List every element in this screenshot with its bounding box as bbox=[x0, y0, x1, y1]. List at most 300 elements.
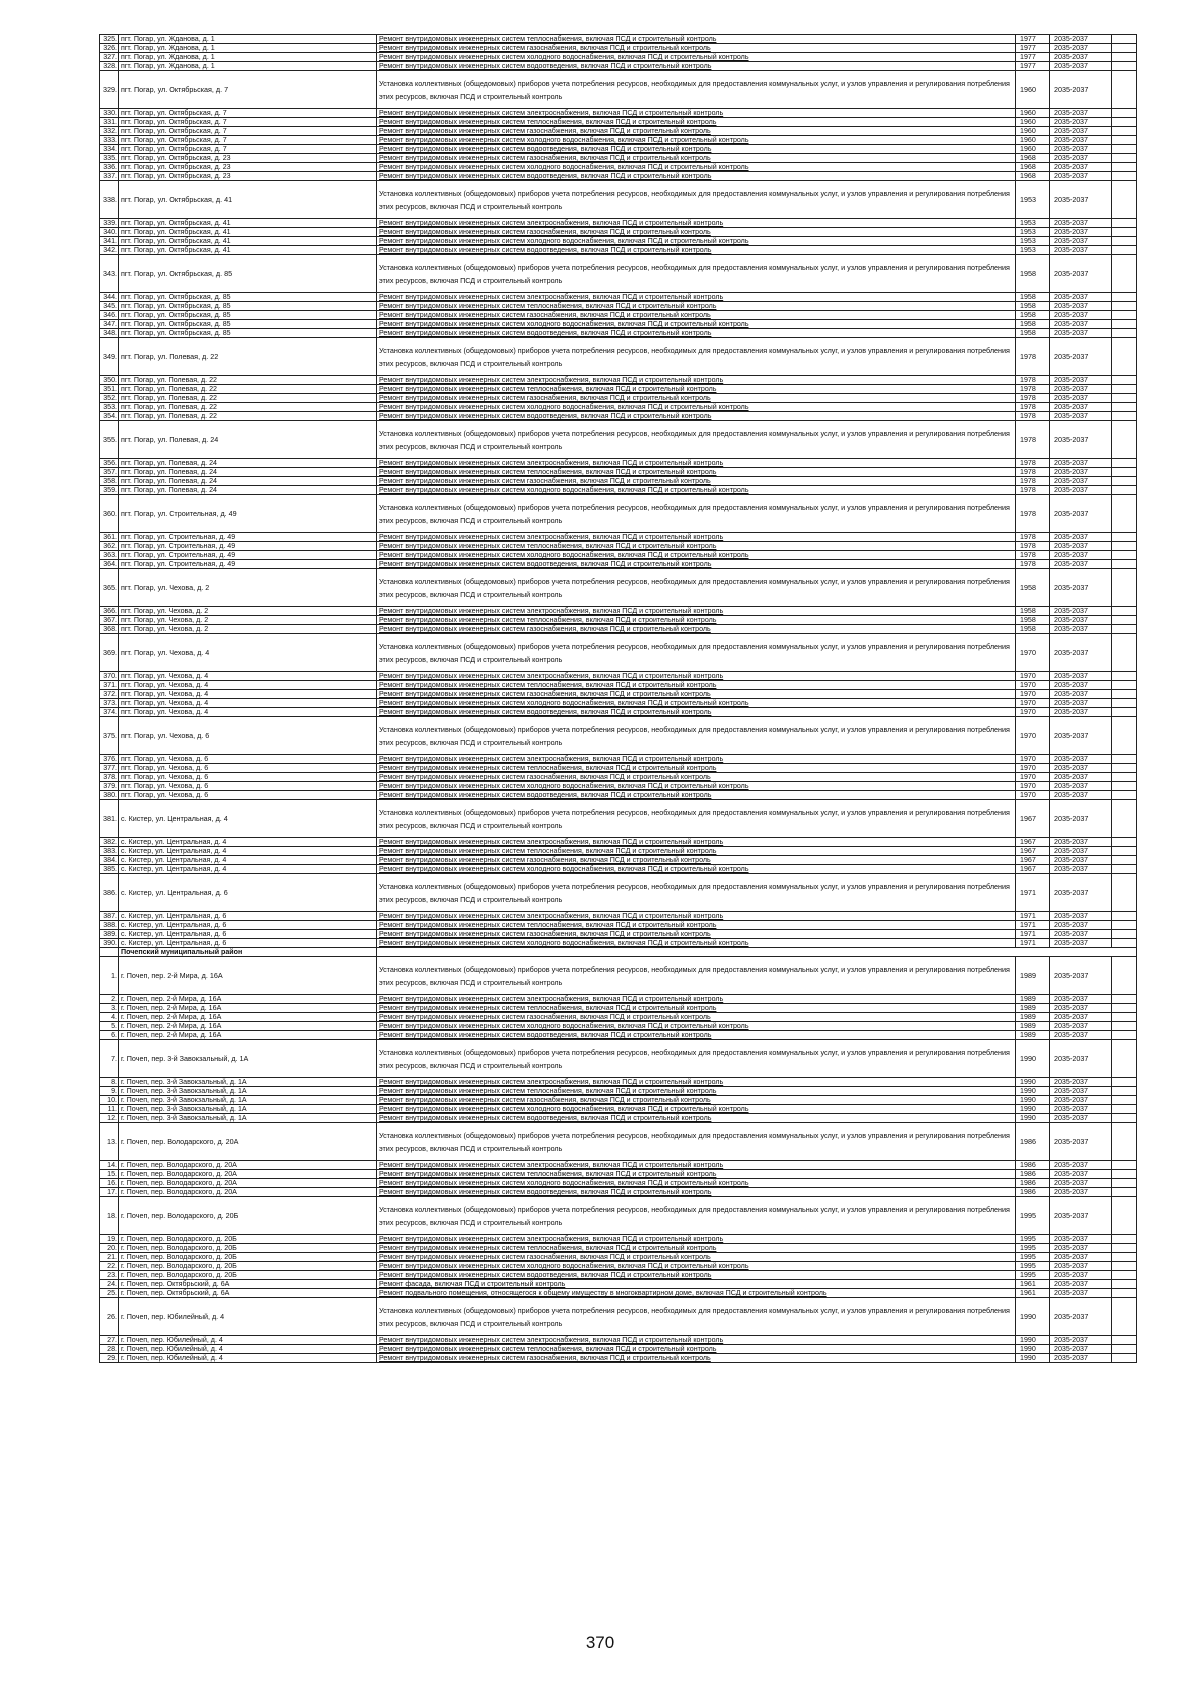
row-number: 371. bbox=[100, 681, 119, 690]
empty-cell bbox=[1112, 172, 1137, 181]
address-cell: пгт. Погар, ул. Чехова, д. 6 bbox=[119, 773, 377, 782]
year-built-cell: 1977 bbox=[1016, 35, 1050, 44]
row-number: 345. bbox=[100, 302, 119, 311]
work-type-cell: Установка коллективных (общедомовых) приборов учета потребления ресурсов, необходимых для предоставления коммунальных услуг, и узлов управления и регулирования потребления этих ресурсов, включая ПСД и строительный контроль bbox=[377, 717, 1016, 755]
year-built-cell: 1986 bbox=[1016, 1161, 1050, 1170]
year-built-cell: 1995 bbox=[1016, 1197, 1050, 1235]
table-row bbox=[100, 1105, 1137, 1114]
address-cell: пгт. Погар, ул. Полевая, д. 24 bbox=[119, 468, 377, 477]
row-number: 382. bbox=[100, 838, 119, 847]
row-number: 374. bbox=[100, 708, 119, 717]
table-row bbox=[100, 71, 1137, 109]
row-number: 335. bbox=[100, 154, 119, 163]
year-built-cell: 1958 bbox=[1016, 293, 1050, 302]
address-cell: г. Почеп, пер. Юбилейный, д. 4 bbox=[119, 1336, 377, 1345]
empty-cell bbox=[1112, 764, 1137, 773]
table-row bbox=[100, 136, 1137, 145]
row-number: 375. bbox=[100, 717, 119, 755]
period-cell: 2035-2037 bbox=[1050, 320, 1112, 329]
period-cell: 2035-2037 bbox=[1050, 1013, 1112, 1022]
empty-cell bbox=[1112, 542, 1137, 551]
address-cell: пгт. Погар, ул. Полевая, д. 22 bbox=[119, 412, 377, 421]
empty-cell bbox=[1112, 320, 1137, 329]
table-row bbox=[100, 607, 1137, 616]
year-built-cell: 1970 bbox=[1016, 681, 1050, 690]
work-type-cell: Ремонт внутридомовых инженерных систем водоотведения, включая ПСД и строительный контроль bbox=[377, 708, 1016, 717]
table-row bbox=[100, 782, 1137, 791]
period-cell: 2035-2037 bbox=[1050, 1345, 1112, 1354]
empty-cell bbox=[1112, 1123, 1137, 1161]
empty-cell bbox=[1112, 755, 1137, 764]
year-built-cell: 1971 bbox=[1016, 874, 1050, 912]
period-cell: 2035-2037 bbox=[1050, 865, 1112, 874]
period-cell: 2035-2037 bbox=[1050, 62, 1112, 71]
work-type-cell: Ремонт внутридомовых инженерных систем электроснабжения, включая ПСД и строительный контроль bbox=[377, 912, 1016, 921]
period-cell: 2035-2037 bbox=[1050, 385, 1112, 394]
year-built-cell: 1990 bbox=[1016, 1078, 1050, 1087]
address-cell: пгт. Погар, ул. Полевая, д. 24 bbox=[119, 421, 377, 459]
year-built-cell: 1970 bbox=[1016, 634, 1050, 672]
period-cell: 2035-2037 bbox=[1050, 53, 1112, 62]
table-row bbox=[100, 1004, 1137, 1013]
address-cell: пгт. Погар, ул. Строительная, д. 49 bbox=[119, 551, 377, 560]
table-row bbox=[100, 865, 1137, 874]
work-type-cell: Ремонт внутридомовых инженерных систем газоснабжения, включая ПСД и строительный контроль bbox=[377, 394, 1016, 403]
period-cell: 2035-2037 bbox=[1050, 560, 1112, 569]
period-cell: 2035-2037 bbox=[1050, 237, 1112, 246]
address-cell: пгт. Погар, ул. Октябрьская, д. 7 bbox=[119, 71, 377, 109]
empty-cell bbox=[1112, 699, 1137, 708]
year-built-cell: 1961 bbox=[1016, 1289, 1050, 1298]
work-type-cell: Ремонт внутридомовых инженерных систем водоотведения, включая ПСД и строительный контроль bbox=[377, 1271, 1016, 1280]
table-row bbox=[100, 1235, 1137, 1244]
table-row bbox=[100, 403, 1137, 412]
work-type-cell: Ремонт внутридомовых инженерных систем водоотведения, включая ПСД и строительный контроль bbox=[377, 560, 1016, 569]
work-type-cell: Ремонт внутридомовых инженерных систем холодного водоснабжения, включая ПСД и строительный контроль bbox=[377, 237, 1016, 246]
year-built-cell: 1967 bbox=[1016, 847, 1050, 856]
period-cell: 2035-2037 bbox=[1050, 939, 1112, 948]
section-number-cell bbox=[100, 948, 119, 957]
empty-cell bbox=[1112, 35, 1137, 44]
work-type-cell: Ремонт внутридомовых инженерных систем водоотведения, включая ПСД и строительный контроль bbox=[377, 412, 1016, 421]
year-built-cell: 1960 bbox=[1016, 136, 1050, 145]
row-number: 343. bbox=[100, 255, 119, 293]
empty-cell bbox=[1112, 551, 1137, 560]
empty-cell bbox=[1112, 1087, 1137, 1096]
row-number: 383. bbox=[100, 847, 119, 856]
work-type-cell: Ремонт внутридомовых инженерных систем электроснабжения, включая ПСД и строительный контроль bbox=[377, 293, 1016, 302]
table-row bbox=[100, 181, 1137, 219]
address-cell: пгт. Погар, ул. Полевая, д. 24 bbox=[119, 459, 377, 468]
table-row bbox=[100, 856, 1137, 865]
year-built-cell: 1978 bbox=[1016, 560, 1050, 569]
row-number: 357. bbox=[100, 468, 119, 477]
address-cell: пгт. Погар, ул. Октябрьская, д. 41 bbox=[119, 219, 377, 228]
period-cell: 2035-2037 bbox=[1050, 477, 1112, 486]
row-number: 354. bbox=[100, 412, 119, 421]
year-built-cell: 1967 bbox=[1016, 856, 1050, 865]
address-cell: пгт. Погар, ул. Жданова, д. 1 bbox=[119, 44, 377, 53]
empty-cell bbox=[1112, 1105, 1137, 1114]
period-cell: 2035-2037 bbox=[1050, 181, 1112, 219]
work-type-cell: Установка коллективных (общедомовых) приборов учета потребления ресурсов, необходимых для предоставления коммунальных услуг, и узлов управления и регулирования потребления этих ресурсов, включая ПСД и строительный контроль bbox=[377, 181, 1016, 219]
empty-cell bbox=[1112, 921, 1137, 930]
table-row bbox=[100, 921, 1137, 930]
row-number: 11. bbox=[100, 1105, 119, 1114]
table-row bbox=[100, 755, 1137, 764]
row-number: 369. bbox=[100, 634, 119, 672]
table-row bbox=[100, 1179, 1137, 1188]
year-built-cell: 1958 bbox=[1016, 607, 1050, 616]
period-cell: 2035-2037 bbox=[1050, 717, 1112, 755]
table-row bbox=[100, 791, 1137, 800]
empty-cell bbox=[1112, 1031, 1137, 1040]
row-number: 346. bbox=[100, 311, 119, 320]
period-cell: 2035-2037 bbox=[1050, 302, 1112, 311]
year-built-cell: 1990 bbox=[1016, 1298, 1050, 1336]
work-type-cell: Ремонт внутридомовых инженерных систем холодного водоснабжения, включая ПСД и строительный контроль bbox=[377, 163, 1016, 172]
year-built-cell: 1995 bbox=[1016, 1253, 1050, 1262]
year-built-cell: 1978 bbox=[1016, 376, 1050, 385]
table-row bbox=[100, 109, 1137, 118]
empty-cell bbox=[1112, 1262, 1137, 1271]
work-type-cell: Ремонт внутридомовых инженерных систем водоотведения, включая ПСД и строительный контроль bbox=[377, 172, 1016, 181]
empty-cell bbox=[1112, 800, 1137, 838]
period-cell: 2035-2037 bbox=[1050, 930, 1112, 939]
empty-cell bbox=[1112, 127, 1137, 136]
table-row bbox=[100, 459, 1137, 468]
row-number: 385. bbox=[100, 865, 119, 874]
table-row bbox=[100, 1022, 1137, 1031]
row-number: 358. bbox=[100, 477, 119, 486]
year-built-cell: 1990 bbox=[1016, 1336, 1050, 1345]
table-row bbox=[100, 127, 1137, 136]
table-row bbox=[100, 477, 1137, 486]
address-cell: г. Почеп, пер. Володарского, д. 20Б bbox=[119, 1244, 377, 1253]
address-cell: пгт. Погар, ул. Полевая, д. 24 bbox=[119, 486, 377, 495]
row-number: 3. bbox=[100, 1004, 119, 1013]
empty-cell bbox=[1112, 255, 1137, 293]
year-built-cell: 1961 bbox=[1016, 1280, 1050, 1289]
work-type-cell: Ремонт внутридомовых инженерных систем водоотведения, включая ПСД и строительный контроль bbox=[377, 1114, 1016, 1123]
year-built-cell: 1970 bbox=[1016, 773, 1050, 782]
address-cell: пгт. Погар, ул. Полевая, д. 22 bbox=[119, 338, 377, 376]
year-built-cell: 1968 bbox=[1016, 172, 1050, 181]
row-number: 17. bbox=[100, 1188, 119, 1197]
table-row bbox=[100, 957, 1137, 995]
work-type-cell: Ремонт внутридомовых инженерных систем электроснабжения, включая ПСД и строительный контроль bbox=[377, 1336, 1016, 1345]
year-built-cell: 1978 bbox=[1016, 421, 1050, 459]
year-built-cell: 1995 bbox=[1016, 1271, 1050, 1280]
work-type-cell: Ремонт внутридомовых инженерных систем водоотведения, включая ПСД и строительный контроль bbox=[377, 791, 1016, 800]
address-cell: пгт. Погар, ул. Чехова, д. 4 bbox=[119, 690, 377, 699]
table-row bbox=[100, 1280, 1137, 1289]
period-cell: 2035-2037 bbox=[1050, 255, 1112, 293]
year-built-cell: 1978 bbox=[1016, 459, 1050, 468]
year-built-cell: 1978 bbox=[1016, 412, 1050, 421]
table-row bbox=[100, 1096, 1137, 1105]
row-number: 333. bbox=[100, 136, 119, 145]
year-built-cell: 1977 bbox=[1016, 53, 1050, 62]
row-number: 390. bbox=[100, 939, 119, 948]
work-type-cell: Ремонт внутридомовых инженерных систем электроснабжения, включая ПСД и строительный контроль bbox=[377, 1161, 1016, 1170]
address-cell: г. Почеп, пер. 3-й Завокзальный, д. 1А bbox=[119, 1114, 377, 1123]
row-number: 340. bbox=[100, 228, 119, 237]
table-row bbox=[100, 35, 1137, 44]
period-cell: 2035-2037 bbox=[1050, 1105, 1112, 1114]
address-cell: г. Почеп, пер. Володарского, д. 20А bbox=[119, 1179, 377, 1188]
work-type-cell: Ремонт внутридомовых инженерных систем холодного водоснабжения, включая ПСД и строительный контроль bbox=[377, 551, 1016, 560]
row-number: 29. bbox=[100, 1354, 119, 1363]
table-row bbox=[100, 376, 1137, 385]
address-cell: пгт. Погар, ул. Строительная, д. 49 bbox=[119, 533, 377, 542]
period-cell: 2035-2037 bbox=[1050, 690, 1112, 699]
year-built-cell: 1967 bbox=[1016, 800, 1050, 838]
work-type-cell: Ремонт внутридомовых инженерных систем холодного водоснабжения, включая ПСД и строительный контроль bbox=[377, 320, 1016, 329]
period-cell: 2035-2037 bbox=[1050, 154, 1112, 163]
period-cell: 2035-2037 bbox=[1050, 764, 1112, 773]
row-number: 339. bbox=[100, 219, 119, 228]
work-type-cell: Ремонт внутридомовых инженерных систем электроснабжения, включая ПСД и строительный контроль bbox=[377, 459, 1016, 468]
row-number: 328. bbox=[100, 62, 119, 71]
empty-cell bbox=[1112, 311, 1137, 320]
work-type-cell: Ремонт внутридомовых инженерных систем теплоснабжения, включая ПСД и строительный контроль bbox=[377, 468, 1016, 477]
year-built-cell: 1958 bbox=[1016, 302, 1050, 311]
empty-cell bbox=[1112, 394, 1137, 403]
table-row bbox=[100, 912, 1137, 921]
row-number: 381. bbox=[100, 800, 119, 838]
address-cell: пгт. Погар, ул. Октябрьская, д. 7 bbox=[119, 145, 377, 154]
period-cell: 2035-2037 bbox=[1050, 1123, 1112, 1161]
address-cell: пгт. Погар, ул. Чехова, д. 2 bbox=[119, 625, 377, 634]
work-type-cell: Ремонт внутридомовых инженерных систем холодного водоснабжения, включая ПСД и строительный контроль bbox=[377, 782, 1016, 791]
period-cell: 2035-2037 bbox=[1050, 551, 1112, 560]
address-cell: с. Кистер, ул. Центральная, д. 4 bbox=[119, 856, 377, 865]
address-cell: г. Почеп, пер. Володарского, д. 20Б bbox=[119, 1262, 377, 1271]
row-number: 9. bbox=[100, 1087, 119, 1096]
year-built-cell: 1995 bbox=[1016, 1262, 1050, 1271]
empty-cell bbox=[1112, 607, 1137, 616]
period-cell: 2035-2037 bbox=[1050, 1040, 1112, 1078]
work-type-cell: Установка коллективных (общедомовых) приборов учета потребления ресурсов, необходимых для предоставления коммунальных услуг, и узлов управления и регулирования потребления этих ресурсов, включая ПСД и строительный контроль bbox=[377, 495, 1016, 533]
year-built-cell: 1953 bbox=[1016, 237, 1050, 246]
row-number: 10. bbox=[100, 1096, 119, 1105]
table-row bbox=[100, 237, 1137, 246]
period-cell: 2035-2037 bbox=[1050, 1253, 1112, 1262]
table-row bbox=[100, 320, 1137, 329]
period-cell: 2035-2037 bbox=[1050, 1114, 1112, 1123]
year-built-cell: 1960 bbox=[1016, 109, 1050, 118]
address-cell: пгт. Погар, ул. Полевая, д. 24 bbox=[119, 477, 377, 486]
row-number: 359. bbox=[100, 486, 119, 495]
address-cell: пгт. Погар, ул. Октябрьская, д. 85 bbox=[119, 302, 377, 311]
address-cell: г. Почеп, пер. Володарского, д. 20Б bbox=[119, 1197, 377, 1235]
row-number: 331. bbox=[100, 118, 119, 127]
row-number: 21. bbox=[100, 1253, 119, 1262]
period-cell: 2035-2037 bbox=[1050, 1096, 1112, 1105]
period-cell: 2035-2037 bbox=[1050, 1022, 1112, 1031]
row-number: 18. bbox=[100, 1197, 119, 1235]
work-type-cell: Ремонт подвального помещения, относящегося к общему имуществу в многоквартирном доме, включая ПСД и строительный контроль bbox=[377, 1289, 1016, 1298]
empty-cell bbox=[1112, 847, 1137, 856]
empty-cell bbox=[1112, 62, 1137, 71]
address-cell: с. Кистер, ул. Центральная, д. 4 bbox=[119, 838, 377, 847]
year-built-cell: 1958 bbox=[1016, 311, 1050, 320]
address-cell: пгт. Погар, ул. Жданова, д. 1 bbox=[119, 53, 377, 62]
row-number: 8. bbox=[100, 1078, 119, 1087]
empty-cell bbox=[1112, 957, 1137, 995]
address-cell: пгт. Погар, ул. Октябрьская, д. 7 bbox=[119, 109, 377, 118]
table-row bbox=[100, 219, 1137, 228]
year-built-cell: 1989 bbox=[1016, 1004, 1050, 1013]
address-cell: г. Почеп, пер. Володарского, д. 20Б bbox=[119, 1253, 377, 1262]
address-cell: пгт. Погар, ул. Строительная, д. 49 bbox=[119, 495, 377, 533]
year-built-cell: 1989 bbox=[1016, 995, 1050, 1004]
year-built-cell: 1990 bbox=[1016, 1105, 1050, 1114]
address-cell: пгт. Погар, ул. Чехова, д. 6 bbox=[119, 791, 377, 800]
address-cell: пгт. Погар, ул. Октябрьская, д. 85 bbox=[119, 293, 377, 302]
address-cell: пгт. Погар, ул. Чехова, д. 4 bbox=[119, 634, 377, 672]
work-type-cell: Ремонт внутридомовых инженерных систем газоснабжения, включая ПСД и строительный контроль bbox=[377, 1096, 1016, 1105]
table-row bbox=[100, 1271, 1137, 1280]
row-number: 330. bbox=[100, 109, 119, 118]
work-type-cell: Установка коллективных (общедомовых) приборов учета потребления ресурсов, необходимых для предоставления коммунальных услуг, и узлов управления и регулирования потребления этих ресурсов, включая ПСД и строительный контроль bbox=[377, 874, 1016, 912]
address-cell: пгт. Погар, ул. Жданова, д. 1 bbox=[119, 35, 377, 44]
row-number: 380. bbox=[100, 791, 119, 800]
table-row bbox=[100, 616, 1137, 625]
year-built-cell: 1970 bbox=[1016, 717, 1050, 755]
year-built-cell: 1990 bbox=[1016, 1087, 1050, 1096]
empty-cell bbox=[1112, 1170, 1137, 1179]
year-built-cell: 1958 bbox=[1016, 569, 1050, 607]
period-cell: 2035-2037 bbox=[1050, 1031, 1112, 1040]
year-built-cell: 1970 bbox=[1016, 690, 1050, 699]
period-cell: 2035-2037 bbox=[1050, 791, 1112, 800]
empty-cell bbox=[1112, 1004, 1137, 1013]
work-type-cell: Ремонт внутридомовых инженерных систем холодного водоснабжения, включая ПСД и строительный контроль bbox=[377, 1179, 1016, 1188]
empty-cell bbox=[1112, 1179, 1137, 1188]
year-built-cell: 1953 bbox=[1016, 246, 1050, 255]
period-cell: 2035-2037 bbox=[1050, 800, 1112, 838]
work-type-cell: Ремонт внутридомовых инженерных систем электроснабжения, включая ПСД и строительный контроль bbox=[377, 838, 1016, 847]
address-cell: г. Почеп, пер. Октябрьский, д. 6А bbox=[119, 1280, 377, 1289]
table-row bbox=[100, 995, 1137, 1004]
row-number: 25. bbox=[100, 1289, 119, 1298]
address-cell: пгт. Погар, ул. Октябрьская, д. 23 bbox=[119, 154, 377, 163]
table-row bbox=[100, 551, 1137, 560]
period-cell: 2035-2037 bbox=[1050, 847, 1112, 856]
year-built-cell: 1978 bbox=[1016, 394, 1050, 403]
row-number: 389. bbox=[100, 930, 119, 939]
row-number: 14. bbox=[100, 1161, 119, 1170]
work-type-cell: Ремонт внутридомовых инженерных систем водоотведения, включая ПСД и строительный контроль bbox=[377, 1188, 1016, 1197]
empty-cell bbox=[1112, 1022, 1137, 1031]
row-number: 19. bbox=[100, 1235, 119, 1244]
period-cell: 2035-2037 bbox=[1050, 329, 1112, 338]
empty-cell bbox=[1112, 560, 1137, 569]
address-cell: пгт. Погар, ул. Октябрьская, д. 23 bbox=[119, 172, 377, 181]
empty-cell bbox=[1112, 1280, 1137, 1289]
table-row bbox=[100, 468, 1137, 477]
period-cell: 2035-2037 bbox=[1050, 486, 1112, 495]
empty-cell bbox=[1112, 1013, 1137, 1022]
address-cell: пгт. Погар, ул. Чехова, д. 6 bbox=[119, 782, 377, 791]
period-cell: 2035-2037 bbox=[1050, 533, 1112, 542]
empty-cell bbox=[1112, 1114, 1137, 1123]
address-cell: с. Кистер, ул. Центральная, д. 6 bbox=[119, 874, 377, 912]
year-built-cell: 1978 bbox=[1016, 486, 1050, 495]
address-cell: с. Кистер, ул. Центральная, д. 6 bbox=[119, 921, 377, 930]
work-type-cell: Ремонт внутридомовых инженерных систем холодного водоснабжения, включая ПСД и строительный контроль bbox=[377, 939, 1016, 948]
period-cell: 2035-2037 bbox=[1050, 311, 1112, 320]
table-row bbox=[100, 302, 1137, 311]
table-row bbox=[100, 1170, 1137, 1179]
address-cell: пгт. Погар, ул. Октябрьская, д. 85 bbox=[119, 329, 377, 338]
year-built-cell: 1970 bbox=[1016, 791, 1050, 800]
row-number: 16. bbox=[100, 1179, 119, 1188]
year-built-cell: 1971 bbox=[1016, 912, 1050, 921]
address-cell: г. Почеп, пер. 3-й Завокзальный, д. 1А bbox=[119, 1040, 377, 1078]
row-number: 377. bbox=[100, 764, 119, 773]
period-cell: 2035-2037 bbox=[1050, 228, 1112, 237]
work-type-cell: Ремонт внутридомовых инженерных систем холодного водоснабжения, включая ПСД и строительный контроль bbox=[377, 865, 1016, 874]
empty-cell bbox=[1112, 163, 1137, 172]
year-built-cell: 1986 bbox=[1016, 1188, 1050, 1197]
table-row bbox=[100, 329, 1137, 338]
table-row bbox=[100, 255, 1137, 293]
row-number: 22. bbox=[100, 1262, 119, 1271]
table-row bbox=[100, 421, 1137, 459]
table-row bbox=[100, 847, 1137, 856]
row-number: 334. bbox=[100, 145, 119, 154]
table-row bbox=[100, 1244, 1137, 1253]
empty-cell bbox=[1112, 856, 1137, 865]
work-type-cell: Ремонт внутридомовых инженерных систем холодного водоснабжения, включая ПСД и строительный контроль bbox=[377, 53, 1016, 62]
period-cell: 2035-2037 bbox=[1050, 681, 1112, 690]
address-cell: пгт. Погар, ул. Чехова, д. 2 bbox=[119, 569, 377, 607]
year-built-cell: 1968 bbox=[1016, 154, 1050, 163]
work-type-cell: Установка коллективных (общедомовых) приборов учета потребления ресурсов, необходимых для предоставления коммунальных услуг, и узлов управления и регулирования потребления этих ресурсов, включая ПСД и строительный контроль bbox=[377, 1123, 1016, 1161]
empty-cell bbox=[1112, 1289, 1137, 1298]
period-cell: 2035-2037 bbox=[1050, 1271, 1112, 1280]
work-type-cell: Ремонт внутридомовых инженерных систем газоснабжения, включая ПСД и строительный контроль bbox=[377, 127, 1016, 136]
table-row bbox=[100, 1188, 1137, 1197]
period-cell: 2035-2037 bbox=[1050, 856, 1112, 865]
work-type-cell: Установка коллективных (общедомовых) приборов учета потребления ресурсов, необходимых для предоставления коммунальных услуг, и узлов управления и регулирования потребления этих ресурсов, включая ПСД и строительный контроль bbox=[377, 1298, 1016, 1336]
row-number: 5. bbox=[100, 1022, 119, 1031]
address-cell: г. Почеп, пер. 2-й Мира, д. 16А bbox=[119, 995, 377, 1004]
row-number: 363. bbox=[100, 551, 119, 560]
table-row bbox=[100, 773, 1137, 782]
address-cell: пгт. Погар, ул. Чехова, д. 4 bbox=[119, 681, 377, 690]
year-built-cell: 1977 bbox=[1016, 62, 1050, 71]
empty-cell bbox=[1112, 495, 1137, 533]
table-row bbox=[100, 486, 1137, 495]
work-type-cell: Ремонт внутридомовых инженерных систем теплоснабжения, включая ПСД и строительный контроль bbox=[377, 681, 1016, 690]
address-cell: г. Почеп, пер. Володарского, д. 20А bbox=[119, 1161, 377, 1170]
period-cell: 2035-2037 bbox=[1050, 995, 1112, 1004]
address-cell: пгт. Погар, ул. Строительная, д. 49 bbox=[119, 542, 377, 551]
row-number: 361. bbox=[100, 533, 119, 542]
row-number: 23. bbox=[100, 1271, 119, 1280]
row-number: 7. bbox=[100, 1040, 119, 1078]
row-number: 350. bbox=[100, 376, 119, 385]
work-type-cell: Установка коллективных (общедомовых) приборов учета потребления ресурсов, необходимых для предоставления коммунальных услуг, и узлов управления и регулирования потребления этих ресурсов, включая ПСД и строительный контроль bbox=[377, 569, 1016, 607]
empty-cell bbox=[1112, 1271, 1137, 1280]
address-cell: г. Почеп, пер. Володарского, д. 20А bbox=[119, 1170, 377, 1179]
address-cell: пгт. Погар, ул. Чехова, д. 4 bbox=[119, 672, 377, 681]
work-type-cell: Ремонт внутридомовых инженерных систем электроснабжения, включая ПСД и строительный контроль bbox=[377, 533, 1016, 542]
